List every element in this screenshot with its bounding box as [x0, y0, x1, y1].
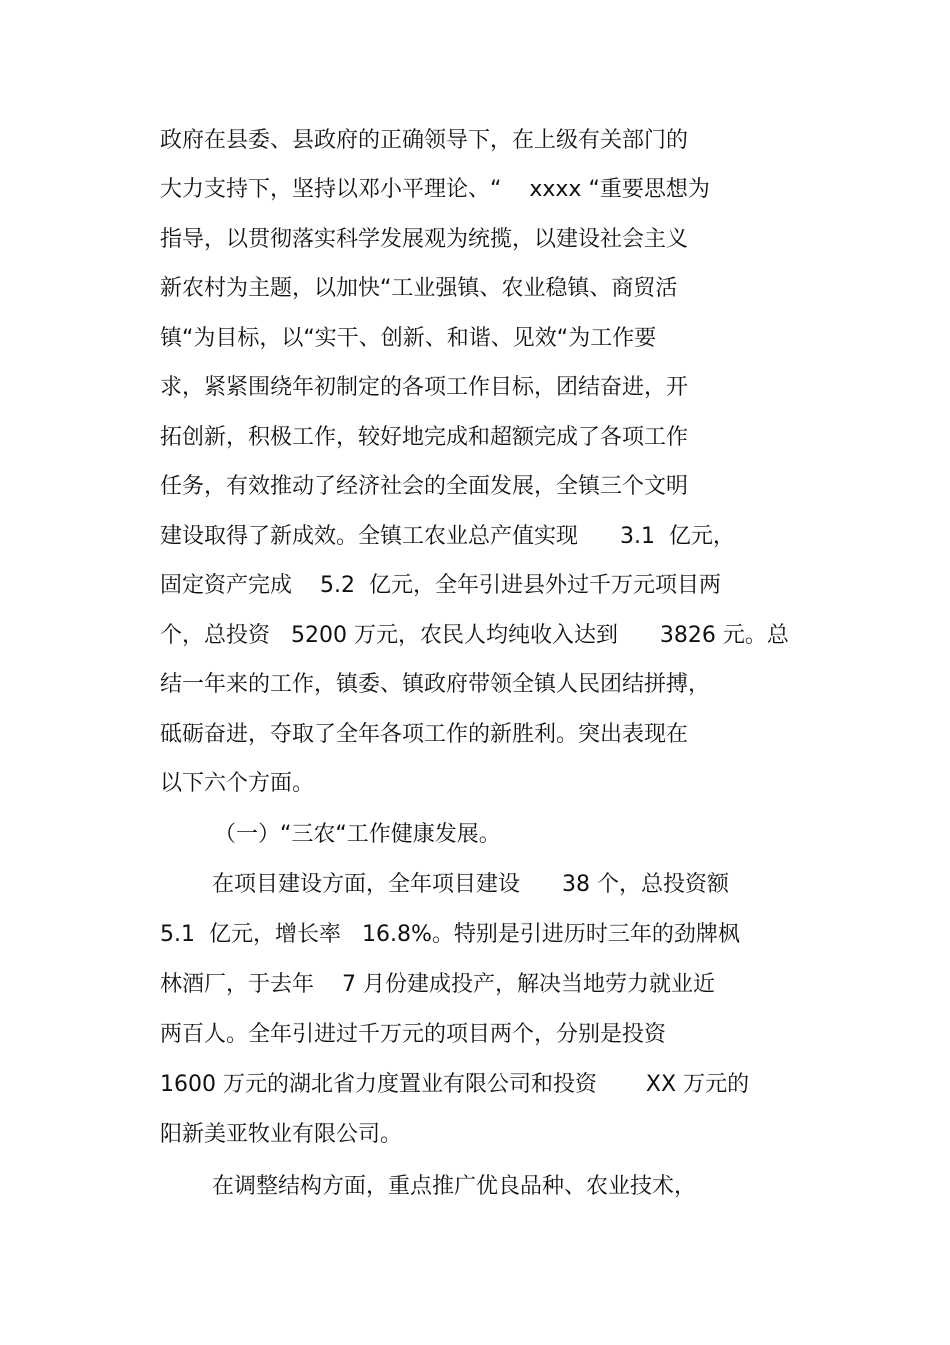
text-line: 镇“为目标，以“实干、创新、和谐、见效“为工作要: [160, 326, 657, 351]
section-heading: （一）“三农“工作健康发展。: [214, 822, 501, 847]
text-line: 求，紧紧围绕年初制定的各项工作目标，团结奋进，开: [160, 375, 689, 400]
text-line: 固定资产完成 5.2 亿元，全年引进县外过千万元项目两: [160, 573, 721, 598]
text-line: 任务，有效推动了经济社会的全面发展，全镇三个文明: [160, 474, 689, 499]
paragraph-first-line: 在调整结构方面，重点推广优良品种、农业技术，: [212, 1174, 697, 1199]
paragraph-first-line: 在项目建设方面，全年项目建设 38 个，总投资额: [212, 872, 729, 897]
text-line: 林酒厂，于去年 7 月份建成投产，解决当地劳力就业近: [160, 972, 715, 997]
text-line: 1600 万元的湖北省力度置业有限公司和投资 XX 万元的: [160, 1072, 750, 1097]
text-line: 结一年来的工作，镇委、镇政府带领全镇人民团结拼搏，: [160, 672, 711, 697]
text-line: 阳新美亚牧业有限公司。: [160, 1122, 403, 1147]
text-line: 个，总投资 5200 万元，农民人均纯收入达到 3826 元。总: [160, 623, 789, 648]
text-line: 政府在县委、县政府的正确领导下，在上级有关部门的: [160, 128, 689, 153]
text-line: 两百人。全年引进过千万元的项目两个，分别是投资: [160, 1022, 667, 1047]
text-line: 以下六个方面。: [160, 771, 315, 796]
text-line: 砥砺奋进，夺取了全年各项工作的新胜利。突出表现在: [160, 722, 689, 747]
text-line: 大力支持下，坚持以邓小平理论、“ xxxx “重要思想为: [160, 177, 710, 202]
text-line: 新农村为主题，以加快“工业强镇、农业稳镇、商贸活: [160, 276, 678, 301]
text-line: 拓创新，积极工作，较好地完成和超额完成了各项工作: [160, 425, 689, 450]
text-line: 5.1 亿元，增长率 16.8%。特别是引进历时三年的劲牌枫: [160, 922, 740, 947]
text-line: 建设取得了新成效。全镇工农业总产值实现 3.1 亿元，: [160, 524, 735, 549]
text-line: 指导，以贯彻落实科学发展观为统揽，以建设社会主义: [160, 227, 689, 252]
